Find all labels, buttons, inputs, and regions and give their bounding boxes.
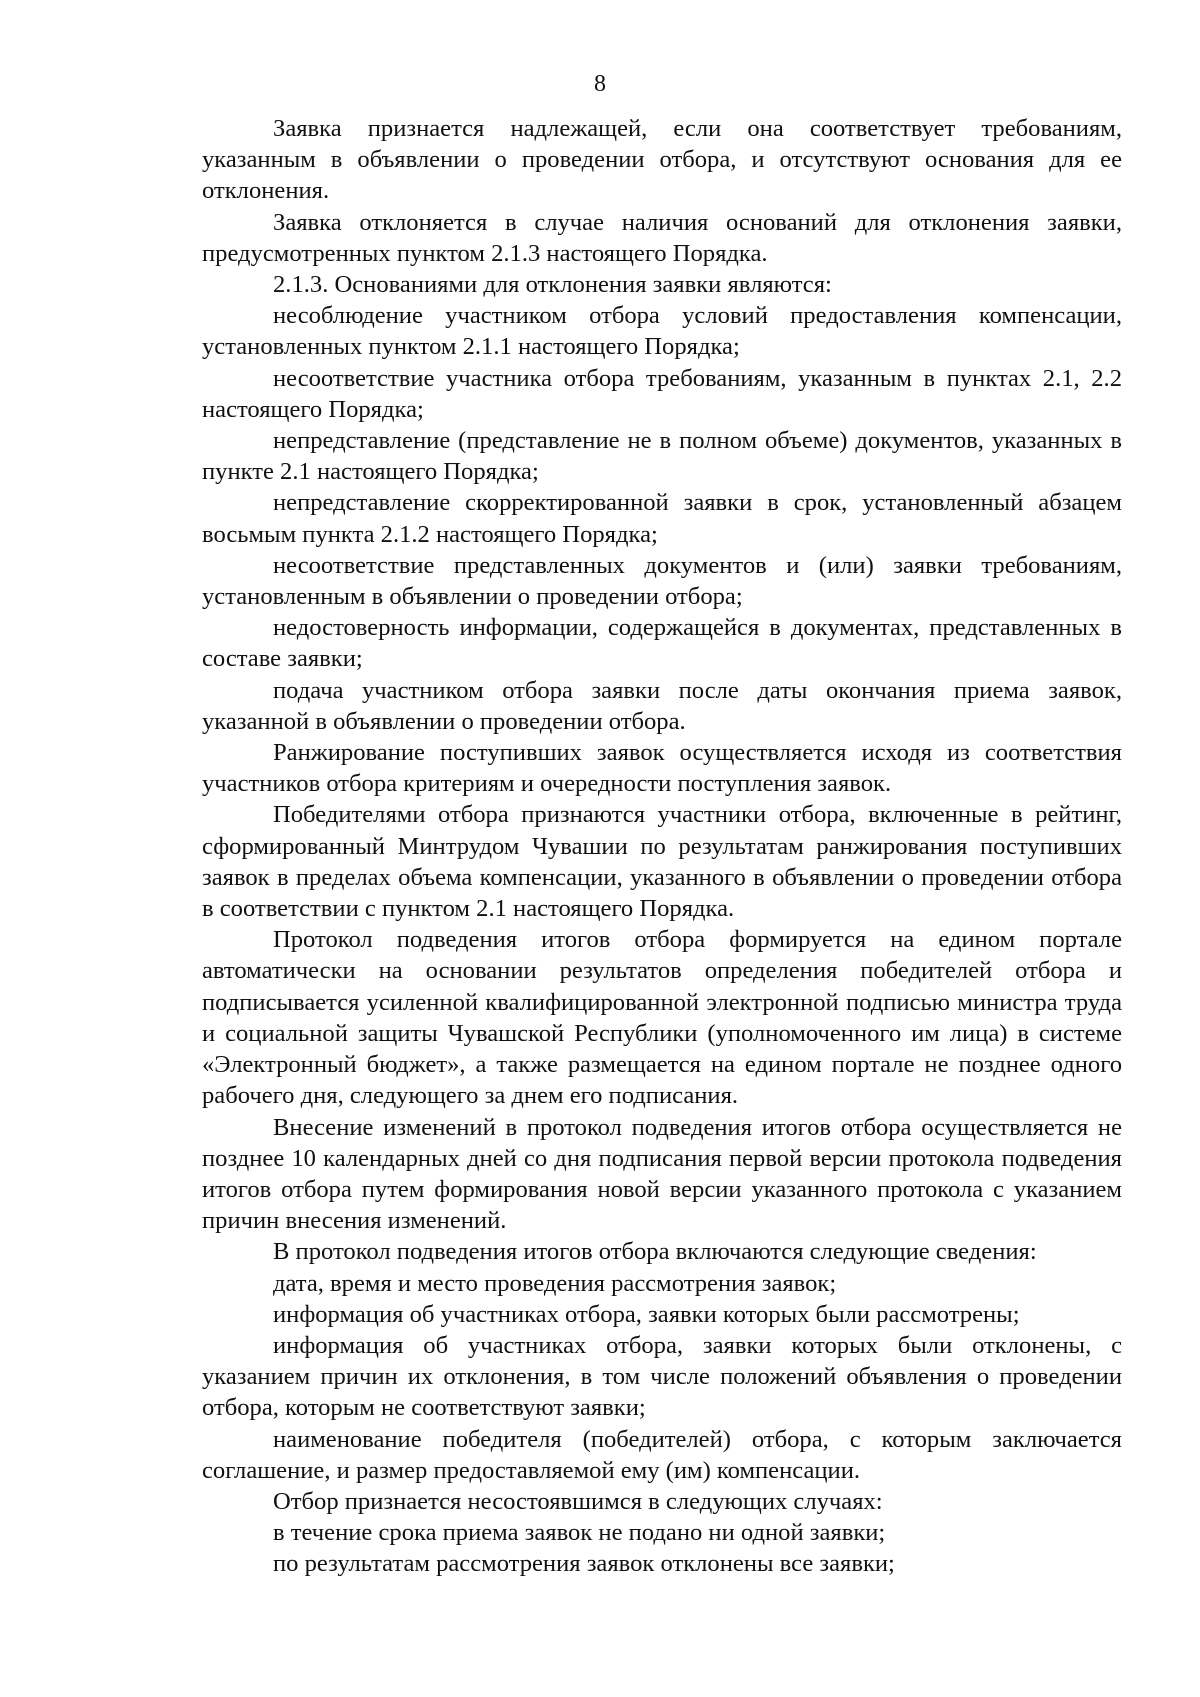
paragraph: недостоверность информации, содержащейся в документах, представленных в составе заявки; (202, 614, 1122, 673)
paragraph: Заявка отклоняется в случае наличия оснований для отклонения заявки, предусмотренных пунктом 2.1.3 настоящего Порядка. (202, 208, 1122, 267)
document-body (202, 113, 1122, 1580)
paragraph: дата, время и место проведения рассмотрения заявок; (273, 1269, 837, 1297)
page-number: 8 (594, 71, 606, 97)
paragraph: непредставление (представление не в полном объеме) документов, указанных в пункте 2.1 настоящего Порядка; (202, 427, 1122, 486)
paragraph: наименование победителя (победителей) отбора, с которым заключается соглашение, и размер предоставляемой ему (им) компенсации. (202, 1425, 1122, 1484)
paragraph: 2.1.3. Основаниями для отклонения заявки являются: (273, 271, 832, 299)
paragraph: информация об участниках отбора, заявки которых были рассмотрены; (273, 1300, 1020, 1328)
paragraph: Победителями отбора признаются участники отбора, включенные в рейтинг, сформированный Минтрудом Чувашии по результатам ранжирования поступивших заявок в пределах объема компенсации, указанного в объявлении о проведении отбора в соответствии с пунктом 2.1 настоящего Порядка. (202, 801, 1122, 923)
paragraph: Отбор признается несостоявшимся в следующих случаях: (273, 1487, 883, 1515)
paragraph: Внесение изменений в протокол подведения итогов отбора осуществляется не позднее 10 календарных дней со дня подписания первой версии протокола подведения итогов отбора путем формирования новой версии указанного протокола с указанием причин внесения изменений. (202, 1113, 1122, 1235)
paragraph: несоблюдение участником отбора условий предоставления компенсации, установленных пунктом 2.1.1 настоящего Порядка; (202, 302, 1122, 361)
paragraph: Протокол подведения итогов отбора формируется на едином портале автоматически на основании результатов определения победителей отбора и подписывается усиленной квалифицированной электронной подписью министра труда и социальной защиты Чувашской Республики (уполномоченного им лица) в системе «Электронный бюджет», а также размещается на едином портале не позднее одного рабочего дня, следующего за днем его подписания. (202, 926, 1122, 1110)
paragraph: подача участником отбора заявки после даты окончания приема заявок, указанной в объявлении о проведении отбора. (202, 676, 1122, 735)
paragraph: несоответствие участника отбора требованиям, указанным в пунктах 2.1, 2.2 настоящего Порядка; (202, 364, 1122, 423)
paragraph: Ранжирование поступивших заявок осуществляется исходя из соответствия участников отбора критериям и очередности поступления заявок. (202, 739, 1122, 798)
paragraph: В протокол подведения итогов отбора включаются следующие сведения: (273, 1238, 1037, 1266)
paragraph: по результатам рассмотрения заявок отклонены все заявки; (273, 1550, 895, 1578)
paragraph: в течение срока приема заявок не подано ни одной заявки; (273, 1519, 886, 1547)
paragraph: непредставление скорректированной заявки в срок, установленный абзацем восьмым пункта 2.1.2 настоящего Порядка; (202, 489, 1122, 548)
paragraph: Заявка признается надлежащей, если она соответствует требованиям, указанным в объявлении о проведении отбора, и отсутствуют основания для ее отклонения. (202, 115, 1122, 205)
paragraph: информация об участниках отбора, заявки которых были отклонены, с указанием причин их отклонения, в том числе положений объявления о проведении отбора, которым не соответствуют заявки; (202, 1331, 1122, 1422)
paragraph: несоответствие представленных документов и (или) заявки требованиям, установленным в объявлении о проведении отбора; (202, 551, 1122, 611)
